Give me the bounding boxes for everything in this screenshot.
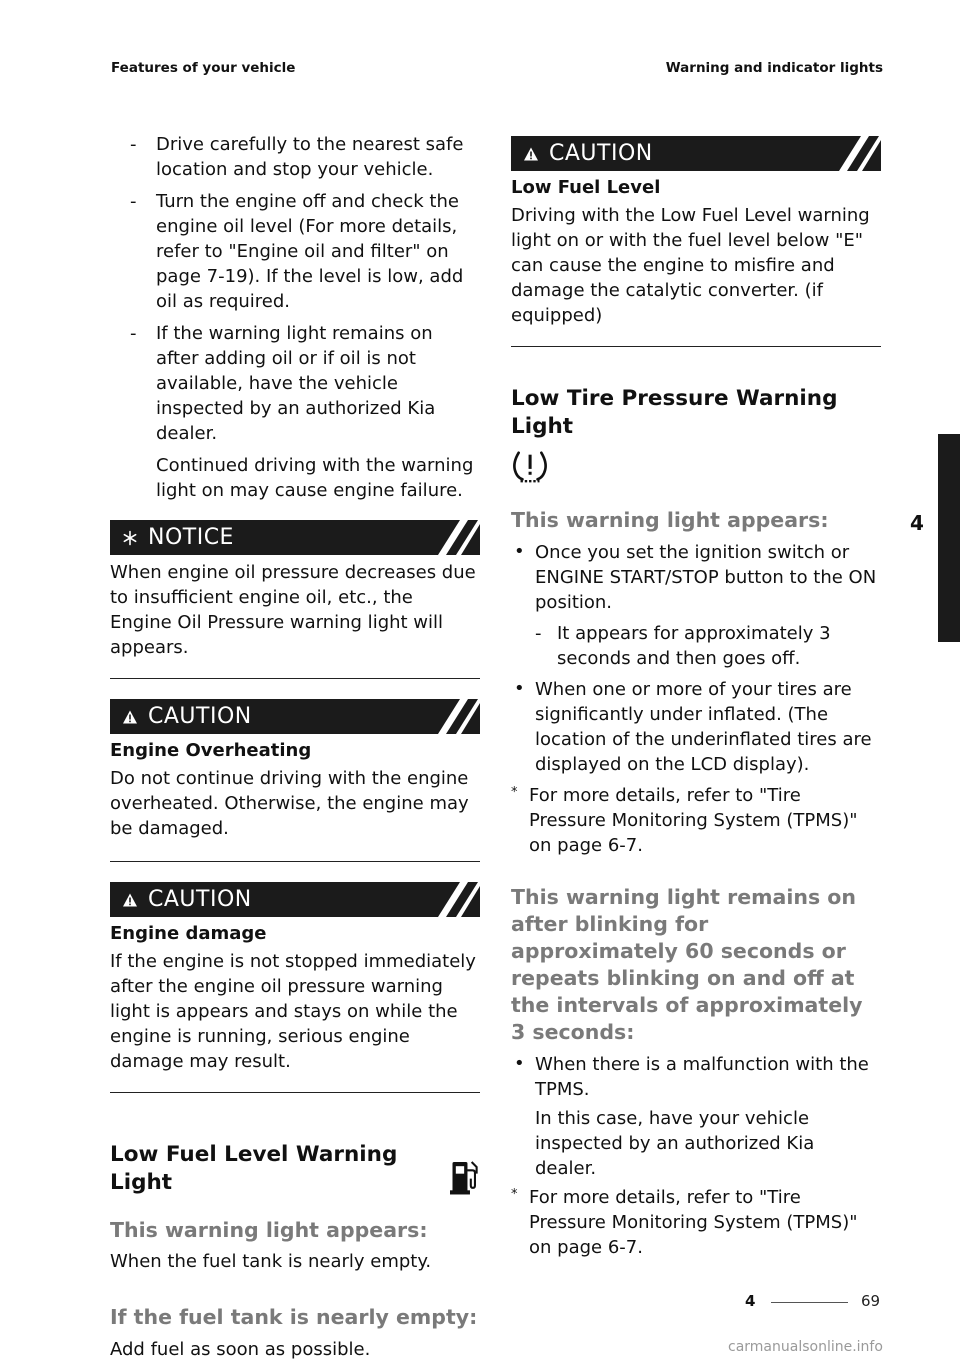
bullet-text: When one or more of your tires are significantly under inflated. (The location of the underinflated tires are displayed on the LCD display). <box>535 679 872 775</box>
running-header-section: Warning and indicator lights <box>665 60 883 76</box>
header-stripes <box>410 520 480 555</box>
footnote <box>511 1185 881 1260</box>
caution-subtitle: Engine Overheating <box>110 740 312 761</box>
notice-header <box>110 520 480 555</box>
bullet-text: When there is a malfunction with the TPMS. <box>535 1054 869 1100</box>
watermark: carmanualsonline.info <box>728 1339 883 1355</box>
notice-title: NOTICE <box>148 525 234 550</box>
continued-note: Continued driving with the warning light on may cause engine failure. <box>156 455 474 501</box>
bullet-continuation: In this case, have your vehicle inspected by an authorized Kia dealer. <box>535 1108 815 1179</box>
step-dash: - <box>130 134 137 155</box>
footnote-mark: * <box>511 785 518 800</box>
bullet-item <box>511 1052 881 1102</box>
subsection-heading: This warning light remains on after blinking for approximately 60 seconds or repeats blinking on and off at the intervals of approximately 3 seconds: <box>511 885 863 1044</box>
header-stripes <box>410 882 480 917</box>
bullet-text: Once you set the ignition switch or ENGINE START/STOP button to the ON position. <box>535 542 877 613</box>
bullet-mark: • <box>514 678 525 699</box>
section-title: Low Fuel Level Warning Light <box>110 1142 398 1195</box>
sub-step-item <box>511 621 881 671</box>
step-item <box>110 321 480 446</box>
bullet-mark: • <box>514 1053 525 1074</box>
warning-triangle-icon <box>122 709 138 725</box>
header-stripes <box>811 136 881 171</box>
fuel-appears-text: When the fuel tank is nearly empty. <box>110 1251 432 1272</box>
bullet-item <box>511 677 881 777</box>
caution-title: CAUTION <box>549 141 653 166</box>
caution-subtitle: Engine damage <box>110 923 267 944</box>
footnote-text: For more details, refer to "Tire Pressure Monitoring System (TPMS)" on page 6-7. <box>529 1187 858 1258</box>
subsection-heading: If the fuel tank is nearly empty: <box>110 1305 478 1329</box>
running-header-chapter: Features of your vehicle <box>111 60 296 76</box>
step-dash: - <box>130 323 137 344</box>
subsection-heading: This warning light appears: <box>110 1218 428 1242</box>
caution-title: CAUTION <box>148 704 252 729</box>
notice-asterisk-icon <box>122 530 138 546</box>
step-item <box>110 189 480 314</box>
caution-body: If the engine is not stopped immediately after the engine oil pressure warning light is appears and stays on while the engine is running, serious engine damage may result. <box>110 951 476 1072</box>
caution-subtitle: Low Fuel Level <box>511 177 661 198</box>
caution-header <box>110 699 480 734</box>
bullet-item <box>511 540 881 615</box>
step-text: Drive carefully to the nearest safe location and stop your vehicle. <box>156 134 464 180</box>
footnote-text: For more details, refer to "Tire Pressure Monitoring System (TPMS)" on page 6-7. <box>529 785 858 856</box>
caution-header <box>110 882 480 917</box>
subsection-heading: This warning light appears: <box>511 508 829 532</box>
bullet-mark: • <box>514 541 525 562</box>
page-number: 69 <box>861 1292 881 1310</box>
caution-body: Do not continue driving with the engine overheated. Otherwise, the engine may be damaged. <box>110 768 469 839</box>
caution-title: CAUTION <box>148 887 252 912</box>
fuel-pump-icon <box>450 1157 480 1197</box>
fuel-section-heading <box>110 1141 480 1197</box>
header-stripes <box>410 699 480 734</box>
chapter-tab-number: 4 <box>910 511 924 535</box>
notice-body: When engine oil pressure decreases due to insufficient engine oil, etc., the Engine Oil Pressure warning light will appears. <box>110 562 476 658</box>
step-dash: - <box>130 191 137 212</box>
step-text: If the warning light remains on after adding oil or if oil is not available, have the vehicle inspected by an authorized Kia dealer. <box>156 323 436 444</box>
fuel-empty-text: Add fuel as soon as possible. <box>110 1339 371 1360</box>
footnote-mark: * <box>511 1187 518 1202</box>
footer-rule <box>771 1302 848 1303</box>
step-item <box>110 132 480 182</box>
section-title: Low Tire Pressure Warning Light <box>511 386 838 439</box>
chapter-side-tab <box>938 434 960 642</box>
tire-pressure-icon <box>511 449 549 485</box>
warning-triangle-icon <box>122 892 138 908</box>
step-text: Turn the engine off and check the engine oil level (For more details, refer to "Engine oil and filter" on page 7-19). If the level is low, add oil as required. <box>156 191 464 312</box>
right-column <box>511 136 881 1260</box>
step-dash: - <box>535 623 542 644</box>
sub-step-text: It appears for approximately 3 seconds and then goes off. <box>557 623 831 669</box>
warning-triangle-icon <box>523 146 539 162</box>
footnote <box>511 783 881 858</box>
footer-chapter: 4 <box>745 1292 756 1310</box>
caution-header <box>511 136 881 171</box>
left-column <box>110 132 480 1362</box>
caution-body: Driving with the Low Fuel Level warning light on or with the fuel level below "E" can cause the engine to misfire and damage the catalytic converter. (if equipped) <box>511 205 870 326</box>
